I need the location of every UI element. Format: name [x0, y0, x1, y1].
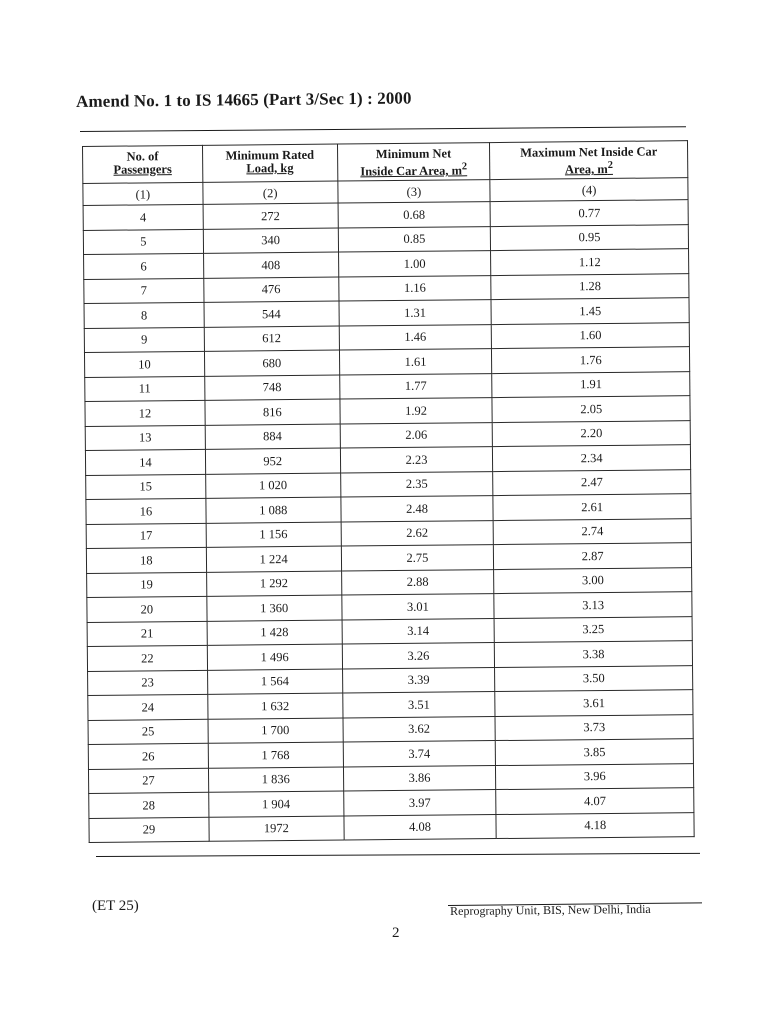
cell-min-area: 1.31 — [339, 300, 492, 326]
cell-min-area: 3.97 — [343, 790, 496, 816]
cell-passengers: 10 — [84, 351, 204, 377]
cell-passengers: 17 — [86, 523, 206, 549]
cell-passengers: 19 — [87, 572, 207, 598]
cell-max-area: 3.61 — [495, 690, 693, 716]
cell-max-area: 1.76 — [492, 347, 690, 373]
header-line2: Passengers — [113, 162, 172, 177]
cell-rated-load: 952 — [205, 448, 340, 474]
cell-min-area: 3.14 — [342, 618, 495, 644]
cell-max-area: 3.73 — [495, 714, 693, 740]
cell-min-area: 1.16 — [338, 275, 491, 301]
cell-rated-load: 748 — [205, 375, 340, 401]
cell-min-area: 2.35 — [340, 471, 493, 497]
column-number: (2) — [203, 181, 338, 204]
cell-rated-load: 1 904 — [209, 791, 344, 817]
cell-max-area: 1.91 — [492, 371, 690, 397]
header-line1: Minimum Net — [375, 146, 452, 162]
cell-max-area: 1.28 — [491, 273, 689, 299]
cell-min-area: 3.74 — [343, 741, 496, 767]
cell-max-area: 2.20 — [493, 420, 691, 446]
cell-max-area: 3.50 — [495, 665, 693, 691]
table-header-row — [83, 141, 688, 184]
header-rated-load — [202, 144, 337, 182]
cell-rated-load: 1 768 — [208, 742, 343, 768]
cell-max-area: 3.13 — [494, 592, 692, 618]
cell-min-area: 2.75 — [341, 545, 494, 571]
header-line2 — [490, 158, 687, 177]
cell-rated-load: 544 — [204, 301, 339, 327]
cell-rated-load: 272 — [203, 203, 338, 229]
cell-rated-load: 612 — [204, 326, 339, 352]
cell-passengers: 8 — [84, 302, 204, 328]
cell-min-area: 0.68 — [338, 202, 491, 228]
cell-max-area: 3.00 — [494, 567, 692, 593]
cell-rated-load: 476 — [204, 277, 339, 303]
cell-min-area: 3.86 — [343, 765, 496, 791]
cell-rated-load: 1 496 — [207, 644, 342, 670]
footer-code: (ET 25) — [92, 898, 139, 914]
cell-max-area: 2.87 — [494, 543, 692, 569]
cell-max-area: 4.07 — [496, 788, 694, 814]
cell-min-area: 4.08 — [344, 814, 497, 840]
cell-rated-load: 1 292 — [206, 571, 341, 597]
cell-rated-load: 816 — [205, 399, 340, 425]
header-line1: Maximum Net Inside Car — [520, 144, 658, 160]
cell-rated-load: 1 700 — [208, 718, 343, 744]
cell-min-area: 2.23 — [340, 447, 493, 473]
table-row — [89, 812, 694, 842]
cell-rated-load: 1 224 — [206, 546, 341, 572]
cell-min-area: 3.39 — [342, 667, 495, 693]
passenger-area-table — [82, 140, 695, 843]
cell-passengers: 5 — [83, 229, 203, 255]
footer-credit: Reprography Unit, BIS, New Delhi, India — [450, 901, 651, 918]
cell-min-area: 2.62 — [341, 520, 494, 546]
cell-passengers: 29 — [89, 817, 209, 843]
cell-passengers: 24 — [88, 694, 208, 720]
cell-passengers: 21 — [87, 621, 207, 647]
header-line2: Load, kg — [246, 160, 294, 176]
cell-passengers: 11 — [85, 376, 205, 402]
header-line2 — [338, 160, 490, 179]
document-heading: Amend No. 1 to IS 14665 (Part 3/Sec 1) : 2000 — [76, 88, 412, 111]
cell-passengers: 6 — [84, 253, 204, 279]
cell-rated-load: 1 156 — [206, 522, 341, 548]
cell-max-area: 4.18 — [496, 812, 694, 838]
cell-min-area: 1.92 — [340, 398, 493, 424]
cell-max-area: 0.77 — [490, 200, 688, 226]
cell-passengers: 23 — [88, 670, 208, 696]
column-number: (3) — [337, 180, 490, 203]
cell-min-area: 0.85 — [338, 226, 491, 252]
cell-max-area: 1.45 — [491, 298, 689, 324]
cell-min-area: 2.88 — [341, 569, 494, 595]
cell-passengers: 28 — [89, 792, 209, 818]
page-number: 2 — [392, 925, 400, 941]
column-number: (4) — [490, 178, 688, 202]
table-body — [83, 200, 694, 843]
cell-rated-load: 884 — [205, 424, 340, 450]
cell-max-area: 3.25 — [494, 616, 692, 642]
cell-max-area: 2.05 — [492, 396, 690, 422]
cell-rated-load: 1 020 — [205, 473, 340, 499]
cell-min-area: 3.01 — [341, 594, 494, 620]
cell-passengers: 26 — [88, 743, 208, 769]
header-superscript: 2 — [607, 159, 613, 171]
cell-rated-load: 340 — [203, 228, 338, 254]
header-line2-text: Inside Car Area, m — [360, 163, 463, 179]
cell-passengers: 4 — [83, 204, 203, 230]
column-number: (1) — [83, 182, 203, 205]
cell-passengers: 16 — [86, 498, 206, 524]
cell-passengers: 13 — [85, 425, 205, 451]
cell-max-area: 1.60 — [492, 322, 690, 348]
cell-min-area: 3.51 — [342, 692, 495, 718]
header-line1: No. of — [126, 149, 159, 164]
cell-passengers: 25 — [88, 719, 208, 745]
header-max-area — [490, 141, 688, 180]
cell-max-area: 3.96 — [496, 763, 694, 789]
cell-passengers: 12 — [85, 400, 205, 426]
cell-min-area: 3.62 — [343, 716, 496, 742]
cell-min-area: 1.46 — [339, 324, 492, 350]
header-min-area — [337, 143, 490, 181]
cell-max-area: 3.38 — [495, 641, 693, 667]
cell-rated-load: 1 088 — [206, 497, 341, 523]
cell-rated-load: 1 632 — [208, 693, 343, 719]
cell-rated-load: 1 564 — [207, 669, 342, 695]
cell-passengers: 7 — [84, 278, 204, 304]
cell-rated-load: 1972 — [209, 816, 344, 842]
cell-min-area: 2.06 — [340, 422, 493, 448]
cell-rated-load: 1 836 — [208, 767, 343, 793]
cell-rated-load: 1 360 — [207, 595, 342, 621]
cell-passengers: 9 — [84, 327, 204, 353]
cell-passengers: 20 — [87, 596, 207, 622]
cell-rated-load: 408 — [203, 252, 338, 278]
cell-max-area: 2.34 — [493, 445, 691, 471]
cell-min-area: 1.77 — [339, 373, 492, 399]
header-passengers — [83, 145, 203, 183]
cell-max-area: 3.85 — [496, 739, 694, 765]
cell-passengers: 18 — [86, 547, 206, 573]
header-line1: Minimum Rated — [225, 147, 315, 163]
cell-max-area: 2.74 — [493, 518, 691, 544]
cell-max-area: 2.47 — [493, 469, 691, 495]
cell-min-area: 1.61 — [339, 349, 492, 375]
cell-passengers: 14 — [85, 449, 205, 475]
cell-min-area: 3.26 — [342, 643, 495, 669]
bottom-rule — [96, 853, 700, 857]
cell-min-area: 2.48 — [340, 496, 493, 522]
cell-passengers: 27 — [88, 768, 208, 794]
cell-rated-load: 680 — [204, 350, 339, 376]
cell-rated-load: 1 428 — [207, 620, 342, 646]
cell-max-area: 2.61 — [493, 494, 691, 520]
cell-passengers: 15 — [86, 474, 206, 500]
cell-min-area: 1.00 — [338, 251, 491, 277]
top-rule — [80, 126, 686, 132]
header-line2-text: Area, m — [564, 162, 608, 177]
cell-max-area: 1.12 — [491, 249, 689, 275]
cell-max-area: 0.95 — [491, 224, 689, 250]
header-superscript: 2 — [461, 161, 468, 173]
cell-passengers: 22 — [87, 645, 207, 671]
table-container — [82, 140, 697, 843]
